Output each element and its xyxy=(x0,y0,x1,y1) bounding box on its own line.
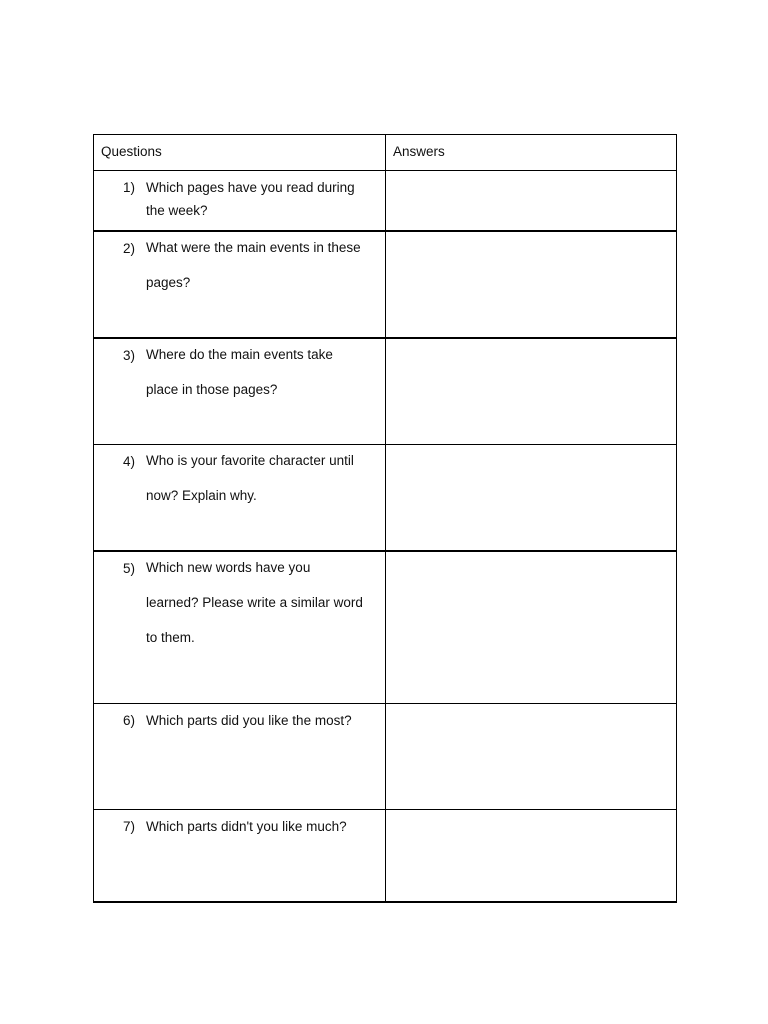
question-number: 2) xyxy=(123,241,136,256)
answer-cell[interactable] xyxy=(386,810,677,903)
questions-header-cell xyxy=(94,135,386,171)
questions-header: Questions xyxy=(101,144,162,159)
question-text xyxy=(146,171,385,222)
question-line: Which new words have you xyxy=(146,560,311,575)
answers-header-cell xyxy=(386,135,677,171)
header-row xyxy=(94,135,677,171)
question-number: 7) xyxy=(123,819,136,834)
question-number: 5) xyxy=(123,561,136,576)
answer-cell[interactable] xyxy=(386,171,677,232)
question-line: learned? Please write a similar word xyxy=(146,595,363,610)
answer-cell[interactable] xyxy=(386,231,677,338)
table-row xyxy=(94,171,677,232)
question-number: 1) xyxy=(123,180,136,195)
question-cell xyxy=(94,704,386,810)
question-cell xyxy=(94,445,386,552)
table-row xyxy=(94,551,677,704)
question-line: the week? xyxy=(146,203,208,218)
answer-cell[interactable] xyxy=(386,445,677,552)
question-number: 6) xyxy=(123,713,136,728)
question-text xyxy=(146,232,385,306)
question-number: 3) xyxy=(123,348,136,363)
table-row xyxy=(94,445,677,552)
table-row xyxy=(94,704,677,810)
question-line: Which pages have you read during xyxy=(146,180,355,195)
table-row xyxy=(94,338,677,445)
question-line: Which parts did you like the most? xyxy=(146,713,352,728)
table-row xyxy=(94,231,677,338)
question-line: to them. xyxy=(146,630,195,645)
question-cell xyxy=(94,810,386,903)
question-line: pages? xyxy=(146,275,191,290)
question-line: Who is your favorite character until xyxy=(146,453,354,468)
question-cell xyxy=(94,551,386,704)
questions-table xyxy=(93,134,677,903)
answer-cell[interactable] xyxy=(386,338,677,445)
question-text xyxy=(146,339,385,413)
question-cell xyxy=(94,231,386,338)
table-row xyxy=(94,810,677,903)
question-line: Which parts didn't you like much? xyxy=(146,819,347,834)
answer-cell[interactable] xyxy=(386,704,677,810)
question-line: now? Explain why. xyxy=(146,488,257,503)
question-text xyxy=(146,810,385,838)
question-number: 4) xyxy=(123,454,136,469)
question-text xyxy=(146,445,385,519)
question-line: Where do the main events take xyxy=(146,347,333,362)
answer-cell[interactable] xyxy=(386,551,677,704)
question-line: place in those pages? xyxy=(146,382,278,397)
question-text xyxy=(146,552,385,661)
question-text xyxy=(146,704,385,732)
question-line: What were the main events in these xyxy=(146,240,361,255)
question-cell xyxy=(94,338,386,445)
answers-header: Answers xyxy=(393,144,445,159)
question-cell xyxy=(94,171,386,232)
